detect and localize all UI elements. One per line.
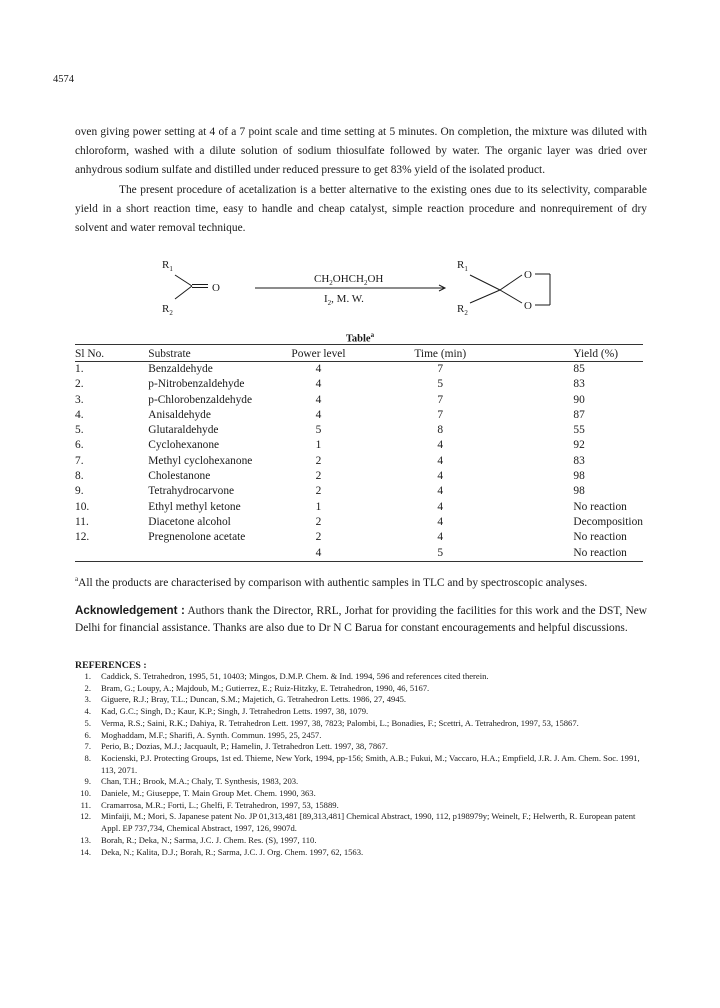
reference-text: Deka, N.; Kalita, D.J.; Borah, R.; Sarma, J.C. J. Org. Chem. 1997, 62, 1563. (101, 846, 364, 857)
cell-sl-no: 2. (75, 378, 84, 391)
table-row (75, 546, 643, 562)
table-row (75, 530, 643, 545)
cell-sl-no: 3. (75, 393, 84, 406)
reference-item (75, 776, 655, 788)
cell-time: 4 (437, 485, 444, 498)
reference-number: 1. (84, 671, 91, 681)
reaction-scheme (140, 258, 580, 338)
cell-time: 7 (437, 363, 444, 375)
reference-number: 10. (80, 788, 91, 799)
table-row (75, 469, 643, 484)
reference-text: Caddick, S. Tetrahedron, 1995, 51, 10403; Mingos, D.M.P. Chem. & Ind. 1994, 596 and references cited therein. (101, 671, 489, 681)
reference-text: Verma, R.S.; Saini, R.K.; Dahiya, R. Tetrahedron Lett. 1997, 38, 7823; Palombi, L.; Bonadies, F.; Scettri, A. Tetrahedron, 1997, 53, 15867. (101, 717, 579, 728)
cell-sl-no: 9. (75, 485, 84, 498)
reference-number: 6. (84, 729, 91, 740)
page-number: 4574 (53, 74, 74, 85)
cell-time: 4 (437, 515, 444, 528)
acknowledgement (75, 603, 647, 636)
svg-text:R1: $R_1$ (162, 259, 173, 273)
cell-yield: 87 (573, 408, 585, 421)
cell-yield: 83 (573, 454, 585, 467)
table-row (75, 515, 643, 530)
reference-item (75, 800, 655, 812)
cell-time: 4 (437, 439, 444, 452)
reaction-arrow (255, 273, 445, 307)
cell-yield: No reaction (573, 531, 627, 544)
cell-time: 8 (437, 424, 444, 437)
cell-yield: No reaction (519, 546, 643, 562)
cell-substrate: Anisaldehyde (148, 408, 211, 421)
table-row (75, 454, 643, 469)
cell-sl-no: 11. (75, 515, 89, 528)
header-time: Time (min) (361, 345, 519, 362)
table-row (75, 377, 643, 392)
cell-power-level: 5 (315, 424, 322, 437)
reference-number: 14. (80, 846, 91, 857)
table-row (75, 438, 643, 453)
reference-text: Borah, R.; Deka, N.; Sarma, J.C. J. Chem. Res. (S), 1997, 110. (101, 834, 317, 845)
cell-substrate (148, 546, 276, 562)
reference-text: Kad, G.C.; Singh, D.; Kaur, K.P.; Singh, J. Tetrahedron Letts. 1997, 38, 1079. (101, 706, 369, 717)
table-caption: Table$^a$ (345, 331, 375, 345)
cell-substrate: Ethyl methyl ketone (148, 500, 241, 513)
reagent-catalyst: $I_2$, M. W. (324, 293, 364, 307)
table-row (75, 393, 643, 408)
cell-sl-no (75, 546, 148, 562)
cell-substrate: p-Nitrobenzaldehyde (148, 378, 245, 391)
reference-text: Giguere, R.J.; Bray, T.L.; Duncan, S.M.; Majetich, G. Tetrahedron Letts. 1986, 27, 4945. (101, 694, 407, 705)
cell-substrate: Pregnenolone acetate (148, 531, 246, 544)
reference-text: Perio, B.; Dozias, M.J.; Jacquault, P.; Hamelin, J. Tetrahedron Lett. 1997, 38, 7867. (101, 741, 388, 752)
cell-substrate: Methyl cyclohexanone (148, 454, 253, 467)
table-row (75, 500, 643, 515)
cell-substrate: Cyclohexanone (148, 439, 220, 452)
cell-substrate: Cholestanone (148, 470, 211, 483)
table-footnote: $^a$All the products are characterised by comparison with authentic samples in TLC and by spectroscopic analyses. (75, 575, 588, 589)
svg-text:R1: $R_1$ (457, 259, 468, 273)
table-row (75, 362, 643, 378)
reference-number: 13. (80, 834, 91, 845)
table-header-row (75, 345, 643, 362)
table-row (75, 484, 643, 499)
reference-number: 2. (84, 682, 91, 693)
svg-text:O: O (212, 282, 220, 294)
cell-sl-no: 4. (75, 408, 84, 421)
reference-number: 4. (84, 706, 91, 717)
reference-number: 11. (80, 799, 91, 810)
cell-substrate: p-Chlorobenzaldehyde (148, 393, 253, 406)
reference-number: 7. (84, 741, 91, 752)
cell-sl-no: 8. (75, 470, 84, 483)
reagent-glycol: $CH_2OHCH_2OH$ (314, 273, 384, 287)
header-yield: Yield (%) (519, 345, 643, 362)
reference-item (75, 671, 655, 683)
reference-text: Chan, T.H.; Brook, M.A.; Chaly, T. Synthesis, 1983, 203. (101, 776, 299, 787)
paragraph-1: oven giving power setting at 4 of a 7 point scale and time setting at 5 minutes. On completion, the mixture was diluted with chloroform, washed with a dilute solution of sodium thiosulfate followed by water. The organic layer was dried over anhydrous sodium sulfate and distilled under reduced pressure to get 83% yield of the isolated product. (75, 126, 647, 177)
cell-yield: 98 (573, 485, 585, 498)
svg-text:O: O (524, 269, 532, 281)
header-sl-no: Sl No. (75, 345, 148, 362)
reference-text: Cramarrosa, M.R.; Forti, L.; Ghelfi, F. Tetrahedron, 1997, 53, 15889. (101, 799, 339, 810)
cell-sl-no: 12. (75, 531, 90, 544)
svg-text:R2: $R_2$ (162, 303, 173, 317)
cell-yield: 92 (573, 439, 585, 452)
reference-number: 9. (84, 776, 91, 787)
cell-power-level: 4 (276, 546, 361, 562)
svg-text:R2: $R_2$ (457, 303, 468, 317)
acknowledgement-heading: Acknowledgement : (75, 604, 185, 617)
cell-power-level: 1 (315, 500, 322, 513)
reference-number: 5. (84, 717, 91, 728)
cell-power-level: 4 (315, 393, 322, 406)
references-list (75, 671, 655, 858)
reference-text: Minfaiji, M.; Mori, S. Japanese patent No. JP 01,313,481 [89,313,481] Chemical Abstract, 1990, 112, p198979y; Weinelt, F.; Helwerth, R. European patent Appl. EP 737,734, Chemical Abstract, 1997, 126, 9907d. (101, 811, 636, 834)
reference-item (75, 753, 655, 776)
product-dioxolane (457, 259, 550, 317)
cell-sl-no: 6. (75, 439, 84, 452)
cell-time: 5 (361, 546, 519, 562)
table-row (75, 408, 643, 423)
cell-time: 4 (437, 500, 444, 513)
cell-yield: 83 (573, 378, 585, 391)
cell-power-level: 2 (315, 531, 322, 544)
reference-item (75, 706, 655, 718)
header-power-level: Power level (276, 345, 361, 362)
cell-time: 4 (437, 531, 444, 544)
reference-number: 8. (84, 752, 91, 763)
cell-sl-no: 7. (75, 454, 84, 467)
cell-power-level: 2 (315, 485, 322, 498)
cell-yield: 85 (573, 363, 585, 375)
cell-yield: Decomposition (573, 515, 643, 528)
cell-power-level: 4 (315, 408, 322, 421)
cell-time: 4 (437, 470, 444, 483)
table-body (75, 362, 643, 562)
reference-item (75, 847, 655, 859)
references-heading: REFERENCES : (75, 660, 147, 671)
reference-item (75, 741, 655, 753)
cell-substrate: Glutaraldehyde (148, 424, 219, 437)
cell-sl-no: 5. (75, 424, 84, 437)
cell-power-level: 4 (315, 363, 322, 375)
reactant-ketone (162, 259, 220, 317)
results-table (75, 344, 643, 562)
cell-time: 7 (437, 393, 444, 406)
cell-power-level: 2 (315, 515, 322, 528)
reference-item (75, 683, 655, 695)
cell-power-level: 2 (315, 454, 322, 467)
svg-text:O: O (524, 300, 532, 312)
reference-item (75, 788, 655, 800)
table-row (75, 423, 643, 438)
reference-text: Moghaddam, M.F.; Sharifi, A. Synth. Commun. 1995, 25, 2457. (101, 729, 322, 740)
reference-text: Bram, G.; Loupy, A.; Majdoub, M.; Gutierrez, E.; Ruiz-Hitzky, E. Tetrahedron, 1990, 46, 5167. (101, 682, 430, 693)
cell-yield: 90 (573, 393, 585, 406)
body-text (75, 123, 647, 238)
cell-time: 7 (437, 408, 444, 421)
paragraph-2: The present procedure of acetalization is a better alternative to the existing ones due to its selectivity, comparable yield in a short reaction time, easy to handle and cheap catalyst, simple reaction procedure and nonrequirement of dry solvent and water removal technique. (75, 183, 647, 235)
cell-sl-no: 1. (75, 363, 84, 375)
cell-sl-no: 10. (75, 500, 90, 513)
reference-item (75, 718, 655, 730)
cell-time: 5 (437, 378, 444, 391)
cell-power-level: 4 (315, 378, 322, 391)
cell-substrate: Diacetone alcohol (148, 515, 231, 528)
cell-yield: 98 (573, 470, 585, 483)
reference-text: Kocienski, P.J. Protecting Groups, 1st ed. Thieme, New York, 1994, pp-156; Smith, A.B.; Fukui, M.; Vaccaro, H.A.; Empfield, J.R. J. Am. Chem. Soc. 1991, 113, 2071. (101, 752, 640, 775)
reference-item (75, 730, 655, 742)
reference-number: 3. (84, 694, 91, 705)
cell-power-level: 1 (315, 439, 322, 452)
cell-yield: No reaction (573, 500, 627, 513)
cell-substrate: Tetrahydrocarvone (148, 485, 235, 498)
cell-yield: 55 (573, 424, 585, 437)
reference-text: Daniele, M.; Giuseppe, T. Main Group Met. Chem. 1990, 363. (101, 788, 316, 799)
reference-item (75, 694, 655, 706)
reference-number: 12. (80, 811, 91, 822)
reference-item (75, 835, 655, 847)
cell-time: 4 (437, 454, 444, 467)
reference-item (75, 811, 655, 834)
cell-power-level: 2 (315, 470, 322, 483)
acknowledgement-text: Authors thank the Director, RRL, Jorhat for providing the facilities for this work and the DST, New Delhi for financial assistance. Thanks are also due to Dr N C Barua for constant encouragements and helpful discussions. (75, 605, 648, 634)
cell-substrate: Benzaldehyde (148, 363, 213, 375)
header-substrate: Substrate (148, 345, 276, 362)
